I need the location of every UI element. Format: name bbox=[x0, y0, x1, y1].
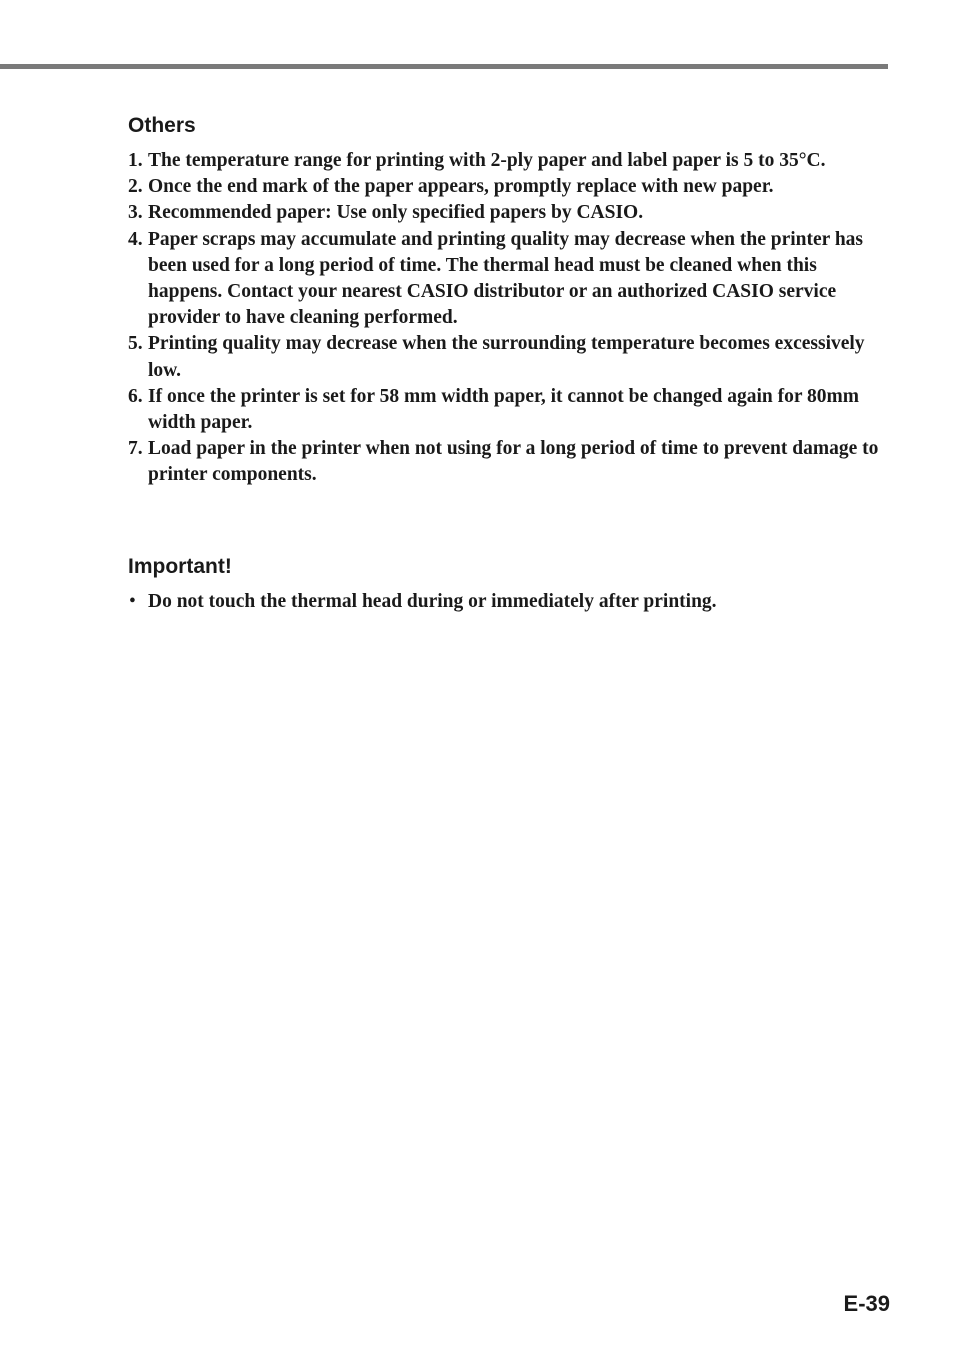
important-heading: Important! bbox=[128, 555, 232, 578]
important-list bbox=[128, 589, 888, 615]
list-item-text: Printing quality may decrease when the surrounding temperature becomes excessively low. bbox=[148, 333, 865, 381]
list-item-number: 3. bbox=[128, 202, 143, 224]
list-item-number: 4. bbox=[128, 228, 143, 250]
list-item bbox=[128, 384, 888, 436]
list-item-text: If once the printer is set for 58 mm width paper, it cannot be changed again for 80mm width paper. bbox=[148, 385, 860, 434]
list-item bbox=[128, 589, 888, 615]
list-item-text: Do not touch the thermal head during or immediately after printing. bbox=[148, 591, 717, 612]
list-item-number: 7. bbox=[128, 438, 143, 460]
others-list bbox=[128, 148, 888, 489]
list-item-text: The temperature range for printing with 2-ply paper and label paper is 5 to 35°C. bbox=[148, 150, 826, 171]
list-item-number: 6. bbox=[128, 385, 143, 407]
list-item bbox=[128, 174, 888, 200]
list-item bbox=[128, 331, 888, 383]
list-item bbox=[128, 148, 888, 174]
bullet-icon: • bbox=[129, 591, 136, 612]
list-item-text: Load paper in the printer when not using for a long period of time to prevent damage to printer components. bbox=[148, 438, 879, 486]
list-item bbox=[128, 436, 888, 488]
list-item-text: Paper scraps may accumulate and printing quality may decrease when the printer has been used for a long period of time. The thermal head must be cleaned when this happens. Contact your nearest CASIO distributor or an authorized CASIO service provider to have cleaning performed. bbox=[148, 228, 863, 329]
list-item-text: Recommended paper: Use only specified papers by CASIO. bbox=[148, 202, 644, 224]
list-item-number: 1. bbox=[128, 150, 143, 171]
list-item-number: 2. bbox=[128, 176, 143, 198]
list-item bbox=[128, 200, 888, 226]
others-heading: Others bbox=[128, 114, 196, 137]
list-item-number: 5. bbox=[128, 333, 143, 355]
list-item bbox=[128, 227, 888, 332]
list-item-text: Once the end mark of the paper appears, promptly replace with new paper. bbox=[148, 176, 774, 198]
page-number: E-39 bbox=[843, 1291, 890, 1316]
top-rule bbox=[0, 64, 888, 69]
